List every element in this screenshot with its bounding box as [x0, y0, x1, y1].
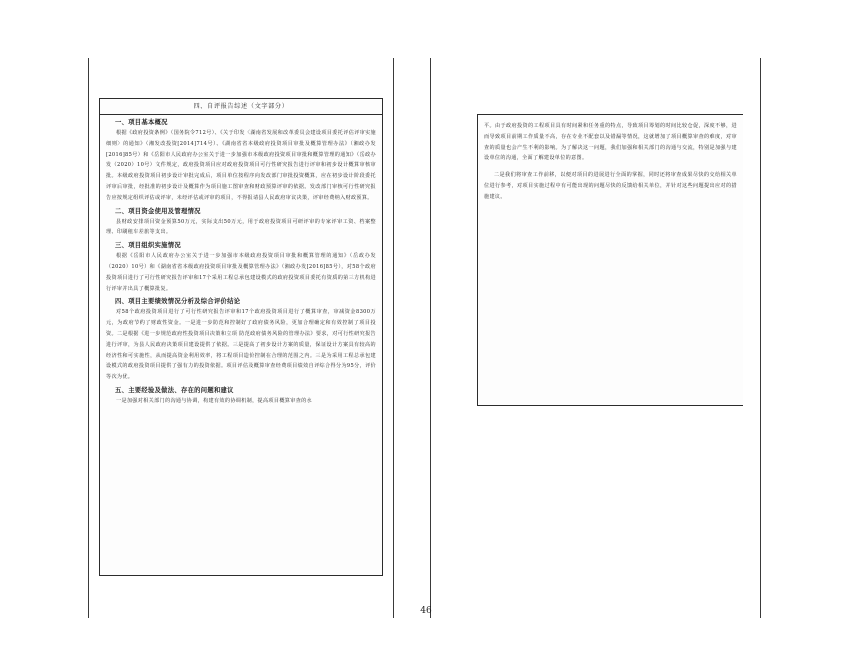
section-5-paragraph: 一是加强对相关部门的沟通与协调，构建有效的协调机制，提高项目概算审查的水 [116, 397, 312, 404]
continuation-box [477, 114, 743, 406]
continuation-paragraph-1: 平。由于政府投资的工程项目具有时间紧和任务重的特点，导致项目筹划的时间比较仓促，深度不够，进而导致项目前期工作质量不高，存在专业不配套以及错漏等情况，这就增加了项目概算审查的难度，对审查的质量也会产生不利的影响。为了解决这一问题，我们加强和相关部门的沟通与交流，特别是加强与建设单位的沟通，全面了解建设单位的意图。 [484, 123, 737, 162]
page-number: 46 [420, 606, 432, 616]
section-heading-5: 五、主要经验及做法、存在的问题和建议 [115, 386, 234, 394]
section-4-paragraph: 对58个政府投资项目进行了可行性研究报告评审和17个政府投资项目进行了概算审查，审减资金8300万元，为政府节约了财政性资金。一是进一步防范和控制好了政府债务风险，更加合理确定和有效控制了项目投资。二是根据《进一步规范政府性投资项目决策和立项 防范政府债务风险的管理办法》要求，对可行性研究报告进行评审，为县人民政府决策项目建设提供了依据。三是提高了初步设计方案的质量，保证设计方案具有较高的经济性和可实施性，从而提高资金利用效率，将工程项目造价控制在合理的范围之内。三是为采用工程总承包建设模式的政府投资项目提供了强有力的投资依据。项目评估及概算审查经费项目绩效自评综合得分为95分，评价等次为优。 [106, 309, 376, 381]
continuation-paragraph-2: 二是我们将审查工作前移，以便对项目的进展进行全面的掌握，同时还将审查成果尽快的交给相关单位进行参考，对项目实施过程中有可能出现的问题尽快的反馈给相关单位，并针对这些问题提出应对的措施建议。 [484, 172, 737, 200]
left-document-page [88, 58, 394, 618]
section-1-paragraph: 根据《政府投资条例》（国务院令712号）、《关于印发〈湖南省发展和改革委员会建设项目委托评估评审实施细则〉的通知》（湘发改投资[2014]714号）、《湖南省省本级政府投资项目审批及概算管理办法》（湘政办发[2016]85号）和《岳阳市人民政府办公室关于进一步加强市本级政府投资项目审批和概算管理的通知》（岳政办发（2020）10号）文件规定，政府投资项目应对政府投资项目可行性研究报告进行评审和初步设计概算审核审批。本级政府投资项目初步设计审批完成后，项目单位按程序向发改部门审批投资概算，应在初步设计阶段委托评审后审批，经批准的初步设计及概算作为项目施工图审查和财政预算评审的依据。发改部门审核可行性研究报告应按规定组织评估或评审，未经评估或评审的项目，不得报请县人民政府审议决策，评审经费纳入财政预算。 [106, 130, 376, 201]
section-2-paragraph: 县财政安排项目资金预算50万元，实际支出50万元，用于政府投资项目可研评审的专家评审工资、档案整理、印刷租车差旅等支出。 [106, 218, 376, 236]
section-heading-2: 二、项目资金使用及管理情况 [115, 207, 201, 215]
section-3-paragraph: 根据《岳阳市人民政府办公室关于进一步加强市本级政府投资项目审批和概算管理的通知》（岳政办发（2020）10号）和《湖南省省本级政府投资项目审批及概算管理办法》（湘政办发[2016]85号），对58个政府投资项目进行了可行性研究报告评审和17个采用工程总承包建设模式的政府投资项目委托有资质的第三方机构进行评审并出具了概算批复。 [106, 253, 376, 292]
summary-title: 四、自评报告综述（文字部分） [100, 99, 382, 115]
summary-text [100, 117, 382, 407]
section-heading-3: 三、项目组织实施情况 [115, 242, 181, 250]
self-evaluation-summary-box [99, 98, 383, 576]
right-document-page [430, 58, 761, 618]
continuation-text [478, 115, 743, 203]
section-heading-4: 四、项目主要绩效情况分析及综合评价结论 [115, 298, 241, 306]
section-heading-1: 一、项目基本概况 [115, 119, 168, 126]
